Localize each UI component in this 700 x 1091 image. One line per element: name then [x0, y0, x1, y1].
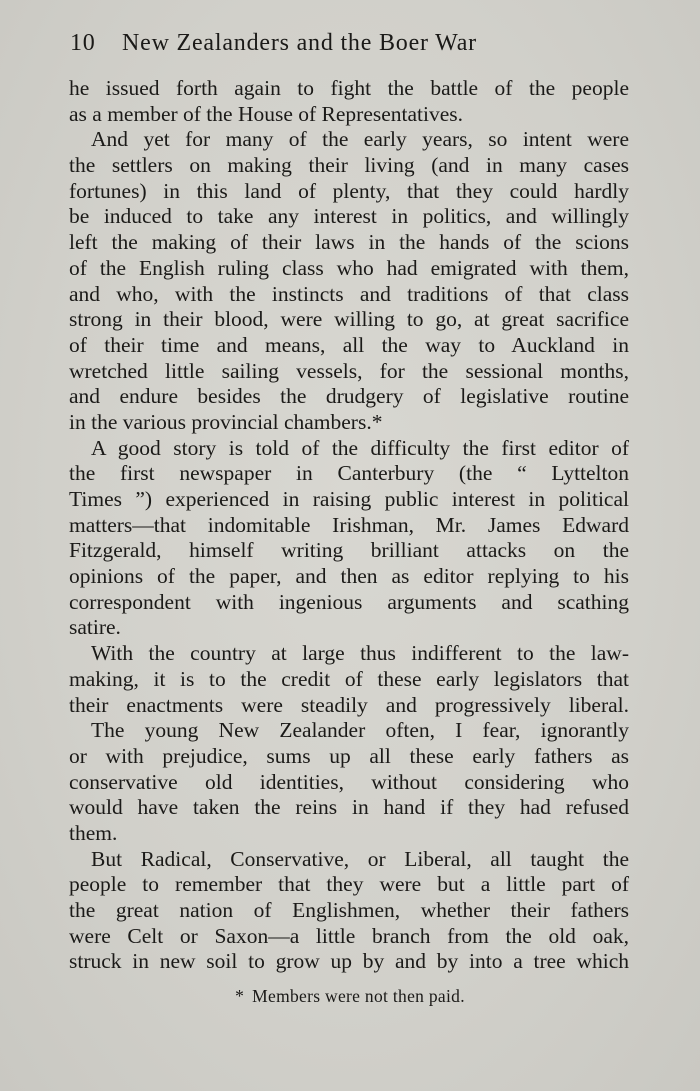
- text-line: people to remember that they were but a little part of: [69, 872, 629, 897]
- text-line: as a member of the House of Representatives.: [69, 101, 464, 126]
- text-line: their enactments were steadily and progressively liberal.: [69, 692, 629, 717]
- text-line: Fitzgerald, himself writing brilliant attacks on the: [69, 538, 629, 563]
- text-line: he issued forth again to fight the battle of the people: [69, 76, 629, 100]
- text-line: The young New Zealander often, I fear, ignorantly: [91, 718, 629, 743]
- text-line: and who, with the instincts and traditions of that class: [69, 281, 629, 306]
- text-line: of the English ruling class who had emigrated with them,: [69, 255, 629, 280]
- text-line: in the various provincial chambers.*: [69, 409, 383, 434]
- page-number: 10: [70, 30, 96, 56]
- body-text: [69, 76, 629, 975]
- text-line: But Radical, Conservative, or Liberal, all taught the: [91, 846, 629, 871]
- text-line: correspondent with ingenious arguments and scathing: [69, 589, 629, 614]
- running-title: New Zealanders and the Boer War: [122, 30, 477, 56]
- text-line: conservative old identities, without considering who: [69, 769, 629, 794]
- text-line: strong in their blood, were willing to go, at great sacrifice: [69, 307, 629, 332]
- text-line: And yet for many of the early years, so intent were: [91, 127, 629, 152]
- footnote: [0, 986, 700, 1007]
- text-line: With the country at large thus indifferent to the law-: [91, 641, 629, 666]
- text-line: matters—that indomitable Irishman, Mr. James Edward: [69, 512, 629, 537]
- text-line: Times ”) experienced in raising public interest in political: [69, 487, 629, 511]
- text-line: them.: [69, 820, 118, 845]
- footnote-text: Members were not then paid.: [252, 986, 465, 1006]
- text-line: the settlers on making their living (and in many cases: [69, 153, 629, 178]
- text-line: and endure besides the drudgery of legislative routine: [69, 384, 629, 409]
- text-line: wretched little sailing vessels, for the sessional months,: [69, 358, 629, 383]
- text-line: satire.: [69, 615, 121, 640]
- text-line: or with prejudice, sums up all these early fathers as: [69, 743, 629, 768]
- text-line: opinions of the paper, and then as editor replying to his: [69, 564, 629, 589]
- text-line: fortunes) in this land of plenty, that they could hardly: [69, 178, 629, 203]
- text-line: the first newspaper in Canterbury (the “ Lyttelton: [69, 461, 629, 486]
- text-line: be induced to take any interest in politics, and willingly: [69, 204, 629, 229]
- text-line: were Celt or Saxon—a little branch from the old oak,: [69, 923, 629, 948]
- footnote-mark: *: [235, 986, 245, 1006]
- text-line: struck in new soil to grow up by and by into a tree which: [69, 949, 629, 974]
- text-line: making, it is to the credit of these early legislators that: [69, 666, 629, 691]
- text-line: would have taken the reins in hand if they had refused: [69, 795, 629, 820]
- page-header: [70, 30, 630, 64]
- text-line: A good story is told of the difficulty the first editor of: [91, 435, 629, 460]
- text-line: left the making of their laws in the hands of the scions: [69, 230, 629, 255]
- text-line: the great nation of Englishmen, whether their fathers: [69, 898, 629, 922]
- text-line: of their time and means, all the way to Auckland in: [69, 332, 629, 357]
